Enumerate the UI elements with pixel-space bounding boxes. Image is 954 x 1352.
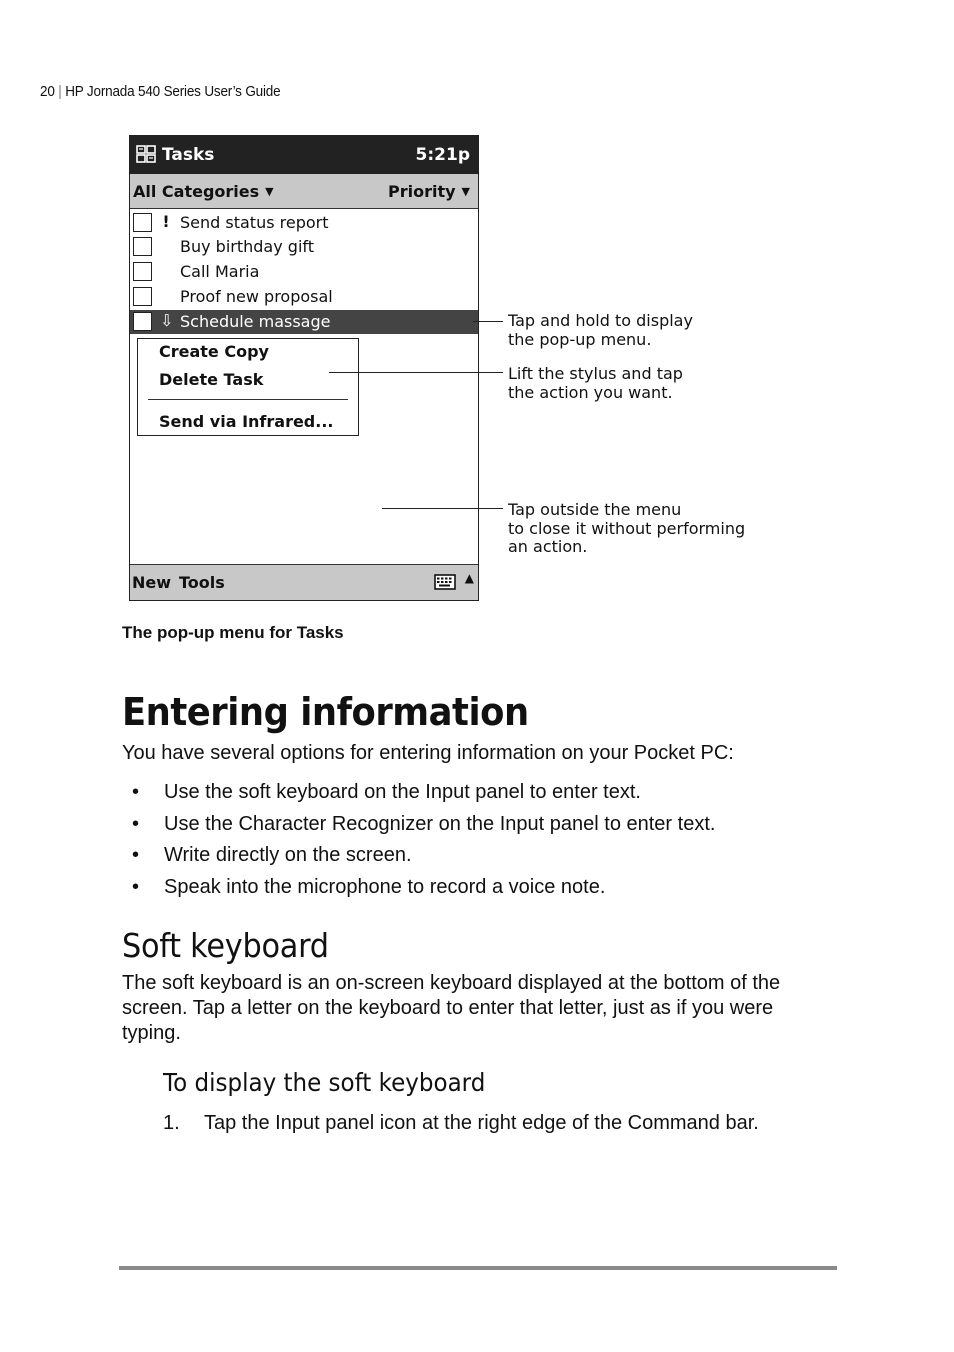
priority-low-icon: ⇩ (160, 311, 174, 330)
leader-line-lift-stylus (329, 372, 503, 373)
intro-paragraph: You have several options for entering information on your Pocket PC: (122, 742, 734, 764)
menu-item-send-infrared[interactable]: Send via Infrared... (159, 412, 334, 431)
title-bar (130, 136, 478, 174)
procedure-step (163, 1111, 759, 1136)
footer-rule (119, 1266, 837, 1270)
list-item: • Use the Character Recognizer on the Input panel to enter text. (122, 812, 715, 844)
header-separator: | (58, 83, 62, 100)
task-checkbox[interactable] (133, 213, 152, 232)
task-checkbox[interactable] (133, 262, 152, 281)
callout-tap-hold: Tap and hold to display the pop-up menu. (508, 311, 693, 349)
task-row[interactable] (130, 235, 478, 259)
filter-bar (130, 174, 478, 209)
task-row[interactable] (130, 211, 478, 235)
subsection-heading: Soft keyboard (122, 926, 329, 965)
soft-keyboard-paragraph: The soft keyboard is an on-screen keyboard displayed at the bottom of the screen. Tap a letter on the keyboard to enter that letter, just as if you were typing. (122, 972, 781, 1044)
procedure-heading: To display the soft keyboard (163, 1068, 486, 1097)
menu-divider (148, 399, 348, 400)
menu-item-create-copy[interactable]: Create Copy (159, 342, 269, 361)
task-checkbox[interactable] (133, 287, 152, 306)
task-row-selected[interactable] (130, 310, 478, 334)
windows-flag-icon[interactable] (136, 144, 156, 164)
pocketpc-screenshot (129, 135, 479, 601)
chevron-down-icon: ▼ (265, 185, 274, 198)
task-label: Call Maria (180, 262, 260, 281)
step-number: 1. (163, 1112, 180, 1134)
popup-menu (137, 338, 359, 436)
task-label: Buy birthday gift (180, 237, 315, 256)
new-button[interactable]: New (132, 573, 172, 592)
step-text: Tap the Input panel icon at the right edge of the Command bar. (204, 1112, 759, 1134)
callout-lift-stylus: Lift the stylus and tap the action you want. (508, 364, 683, 402)
up-arrow-icon[interactable]: ▲ (464, 571, 474, 585)
task-checkbox[interactable] (133, 237, 152, 256)
chevron-down-icon: ▼ (461, 185, 470, 198)
guide-title: HP Jornada 540 Series User’s Guide (65, 83, 281, 100)
command-bar (130, 564, 478, 600)
section-heading: Entering information (122, 690, 529, 734)
sort-dropdown[interactable]: Priority ▼ (387, 182, 470, 201)
leader-line-tap-outside (382, 508, 503, 509)
figure-caption: The pop-up menu for Tasks (122, 623, 344, 642)
leader-line-tap-hold (473, 321, 503, 322)
task-label: Proof new proposal (180, 287, 333, 306)
task-label: Schedule massage (180, 312, 331, 331)
list-item: • Speak into the microphone to record a voice note. (122, 875, 715, 907)
options-list (122, 780, 715, 907)
menu-item-delete-task[interactable]: Delete Task (159, 370, 264, 389)
tools-menu[interactable]: Tools (179, 573, 225, 592)
category-dropdown[interactable]: All Categories ▼ (133, 182, 274, 201)
priority-high-icon: ! (162, 212, 170, 231)
callout-tap-outside: Tap outside the menu to close it without performing an action. (508, 500, 746, 556)
running-header (40, 83, 280, 100)
app-title: Tasks (162, 145, 215, 165)
task-row[interactable] (130, 260, 478, 284)
clock[interactable]: 5:21p (415, 145, 470, 165)
list-item: • Use the soft keyboard on the Input panel to enter text. (122, 780, 715, 812)
page-number: 20 (40, 83, 55, 100)
list-item: • Write directly on the screen. (122, 843, 715, 875)
task-checkbox[interactable] (133, 312, 152, 331)
keyboard-icon[interactable] (434, 574, 456, 590)
task-label: Send status report (180, 213, 329, 232)
task-row[interactable] (130, 285, 478, 309)
